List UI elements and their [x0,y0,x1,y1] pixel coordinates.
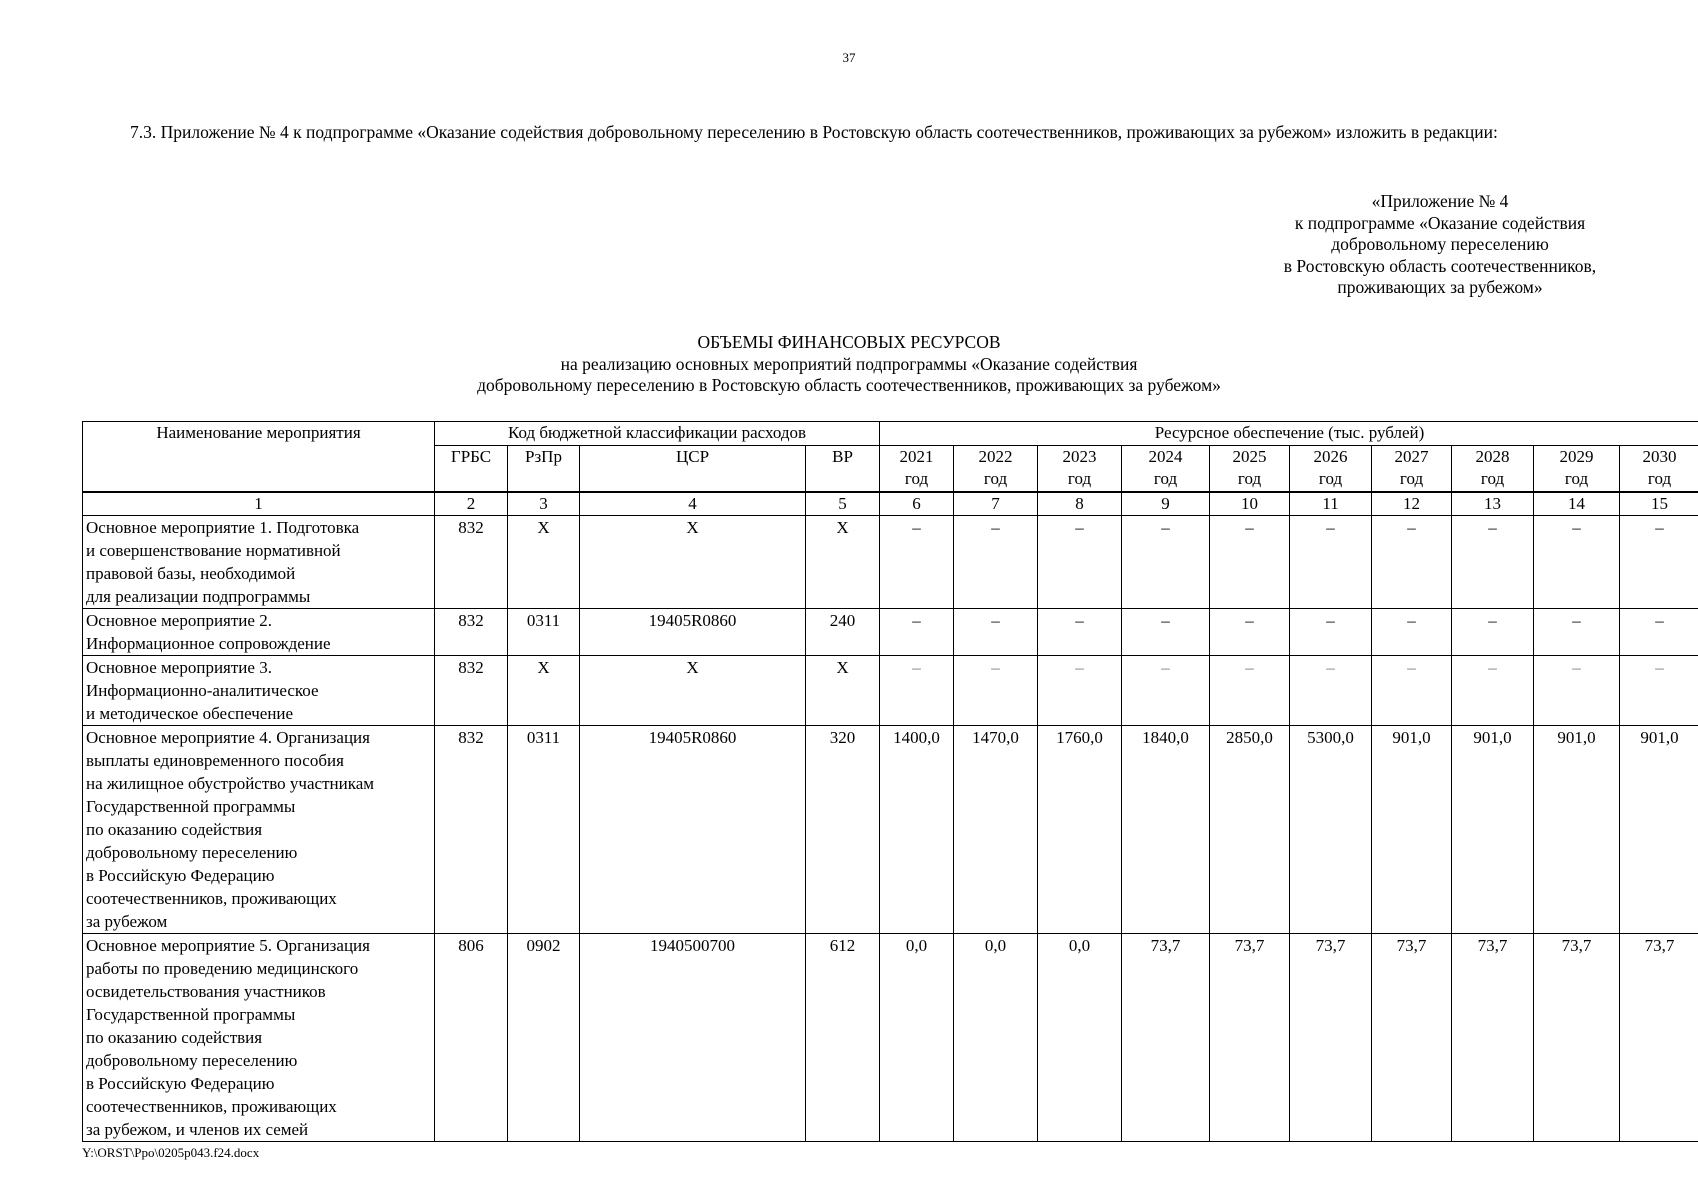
activity-name: Основное мероприятие 3. Информационно-аналитическое и методическое обеспечение [83,655,435,725]
header-code-col: ГРБС [435,445,508,492]
year-value: 73,7 [1122,933,1210,1141]
code-grbs: 832 [435,515,508,608]
year-value: 1760,0 [1038,725,1122,933]
year-value: 1400,0 [880,725,954,933]
column-number: 7 [954,492,1038,516]
table-row [83,725,1698,933]
year-value: – [880,655,954,725]
code-csr: 19405R0860 [580,608,806,655]
year-value: – [1290,655,1372,725]
year-value: 73,7 [1210,933,1290,1141]
header-year-col: 2026 год [1290,445,1372,492]
year-value: – [1452,608,1534,655]
year-value: – [1210,655,1290,725]
code-vr: 240 [806,608,880,655]
year-value: – [1038,515,1122,608]
year-value: – [1534,608,1620,655]
year-value: – [1038,655,1122,725]
year-value: – [1290,515,1372,608]
appendix-line: в Ростовскую область соотечественников, [1283,255,1597,276]
year-value: 0,0 [880,933,954,1141]
header-code-group: Код бюджетной классификации расходов [435,422,880,446]
header-year-col: 2030 год [1620,445,1698,492]
activity-name: Основное мероприятие 4. Организация выплаты единовременного пособия на жилищное обустройство участникам Государственной программы по оказанию содействия добровольному переселению в Российскую Федерацию соотечественников, проживающих за рубежом [83,725,435,933]
column-number: 3 [508,492,580,516]
year-value: – [880,515,954,608]
column-number: 6 [880,492,954,516]
header-year-col: 2024 год [1122,445,1210,492]
year-value: 73,7 [1534,933,1620,1141]
year-value: 901,0 [1620,725,1698,933]
header-year-col: 2023 год [1038,445,1122,492]
year-value: – [1620,655,1698,725]
header-resource-group: Ресурсное обеспечение (тыс. рублей) [880,422,1698,446]
column-number: 13 [1452,492,1534,516]
year-value: – [1534,655,1620,725]
header-year-col: 2028 год [1452,445,1534,492]
year-value: 2850,0 [1210,725,1290,933]
year-value: – [1452,515,1534,608]
year-value: – [954,608,1038,655]
code-grbs: 832 [435,725,508,933]
year-value: – [1122,515,1210,608]
code-csr: Х [580,655,806,725]
year-value: 901,0 [1372,725,1452,933]
year-value: – [1038,608,1122,655]
year-value: 73,7 [1290,933,1372,1141]
header-code-col: РзПр [508,445,580,492]
title-main: ОБЪЕМЫ ФИНАНСОВЫХ РЕСУРСОВ [697,332,1001,352]
year-value: 73,7 [1372,933,1452,1141]
column-number-row [83,492,1698,516]
year-value: – [954,655,1038,725]
column-number: 8 [1038,492,1122,516]
year-value: – [880,608,954,655]
year-value: – [954,515,1038,608]
year-value: 73,7 [1452,933,1534,1141]
table-row [83,608,1698,655]
column-number: 10 [1210,492,1290,516]
year-value: 901,0 [1534,725,1620,933]
code-rzpr: 0311 [508,608,580,655]
column-number: 1 [83,492,435,516]
header-year-col: 2022 год [954,445,1038,492]
header-code-col: ВР [806,445,880,492]
year-value: – [1534,515,1620,608]
year-value: 5300,0 [1290,725,1372,933]
code-csr: Х [580,515,806,608]
table-row [83,515,1698,608]
year-value: – [1452,655,1534,725]
activity-name: Основное мероприятие 2. Информационное сопровождение [83,608,435,655]
table-body [83,492,1698,1142]
header-year-col: 2025 год [1210,445,1290,492]
code-rzpr: 0311 [508,725,580,933]
year-value: – [1372,655,1452,725]
year-value: 1470,0 [954,725,1038,933]
table-row [83,933,1698,1141]
intro-paragraph: 7.3. Приложение № 4 к подпрограмме «Оказание содействия добровольному переселению в Ростовскую область соотечественников, проживающих за рубежом» изложить в редакции: [130,122,1498,142]
code-vr: Х [806,515,880,608]
year-value: – [1372,515,1452,608]
appendix-line: к подпрограмме «Оказание содействия [1294,212,1586,233]
year-value: – [1620,608,1698,655]
code-grbs: 832 [435,655,508,725]
code-vr: 612 [806,933,880,1141]
column-number: 12 [1372,492,1452,516]
title-line: на реализацию основных мероприятий подпрограммы «Оказание содействия [560,353,1138,374]
code-grbs: 832 [435,608,508,655]
year-value: 0,0 [1038,933,1122,1141]
page-number: 37 [842,50,856,65]
column-number: 5 [806,492,880,516]
header-year-col: 2029 год [1534,445,1620,492]
code-grbs: 806 [435,933,508,1141]
code-vr: Х [806,655,880,725]
header-code-col: ЦСР [580,445,806,492]
code-rzpr: 0902 [508,933,580,1141]
title-line: добровольному переселению в Ростовскую область соотечественников, проживающих за рубежом» [477,375,1221,395]
appendix-line: проживающих за рубежом» [1337,277,1543,297]
appendix-line: добровольному переселению [1331,234,1549,254]
column-number: 11 [1290,492,1372,516]
activity-name: Основное мероприятие 1. Подготовка и совершенствование нормативной правовой базы, необходимой для реализации подпрограммы [83,515,435,608]
year-value: – [1122,608,1210,655]
column-number: 14 [1534,492,1620,516]
year-value: – [1122,655,1210,725]
code-rzpr: Х [508,515,580,608]
year-value: – [1372,608,1452,655]
code-rzpr: Х [508,655,580,725]
activity-name: Основное мероприятие 5. Организация работы по проведению медицинского освидетельствования участников Государственной программы по оказанию содействия добровольному переселению в Российскую Федерацию соотечественников, проживающих за рубежом, и членов их семей [83,933,435,1141]
column-number: 4 [580,492,806,516]
document-title [0,332,1698,397]
header-name: Наименование мероприятия [83,422,435,492]
header-year-col: 2021 год [880,445,954,492]
table-row [83,655,1698,725]
header-row-groups [83,422,1698,446]
year-value: – [1210,608,1290,655]
year-value: 0,0 [954,933,1038,1141]
header-year-col: 2027 год [1372,445,1452,492]
code-csr: 1940500700 [580,933,806,1141]
column-number: 15 [1620,492,1698,516]
year-value: – [1620,515,1698,608]
file-path-footer: Y:\ORST\Ppo\0205p043.f24.docx [82,1145,260,1160]
year-value: – [1210,515,1290,608]
column-number: 9 [1122,492,1210,516]
appendix-caption [1220,191,1660,299]
year-value: 901,0 [1452,725,1534,933]
financial-resources-table [82,421,1698,1142]
year-value: 73,7 [1620,933,1698,1141]
column-number: 2 [435,492,508,516]
code-csr: 19405R0860 [580,725,806,933]
appendix-line: «Приложение № 4 [1371,191,1509,211]
code-vr: 320 [806,725,880,933]
year-value: – [1290,608,1372,655]
year-value: 1840,0 [1122,725,1210,933]
